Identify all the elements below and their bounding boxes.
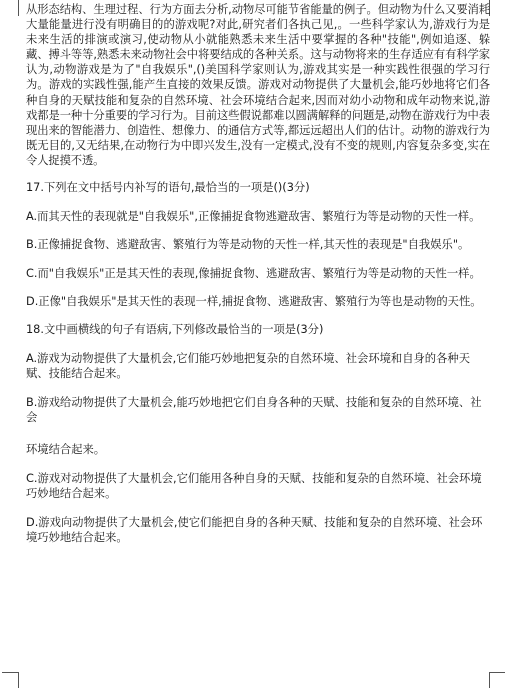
question-17-option-c: C.而"自我娱乐"正是其天性的表现,像捕捉食物、逃避敌害、繁殖行为等是动物的天性一样。 bbox=[26, 266, 481, 280]
crop-mark bbox=[2, 672, 18, 673]
question-18 bbox=[26, 322, 490, 546]
exam-page bbox=[26, 2, 490, 546]
question-17 bbox=[26, 180, 490, 310]
question-17-option-b: B.正像捕捉食物、逃避敌害、繁殖行为等是动物的天性一样,其天性的表现是"自我娱乐"。 bbox=[26, 238, 470, 252]
question-18-option-b: B.游戏给动物提供了大量机会,能巧妙地把它们自身各种的天赋、技能和复杂的自然环境、社会 bbox=[26, 395, 482, 425]
reading-passage: 从形态结构、生理过程、行为方面去分析,动物尽可能节省能量的例子。但动物为什么又要消耗大量能量进行没有明确目的的游戏呢?对此,研究者们各执己见,。一些科学家认为,游戏行为是未来生活的排演或演习,使动物从小就能熟悉未来生活中要掌握的各种"技能",例如追逐、躲藏、搏斗等等,熟悉未来动物社会中将要结成的各种关系。这与动物将来的生存适应有有科学家认为,动物游戏是为了"自我娱乐",()美国科学家则认为,游戏其实是一种实践性很强的学习行为。游戏的实践性强,能产生直接的效果反馈。游戏对动物提供了大量机会,能巧妙地将它们各种自身的天赋技能和复杂的自然环境、社会环境结合起来,因而对幼小动物和成年动物来说,游戏都是一种十分重要的学习行为。目前这些假说都难以圆满解释的问题是,动物在游戏行为中表现出来的智能潜力、创造性、想像力、的通信方式等,都远远超出人们的估计。动物的游戏行为既无目的,又无结果,在动物行为中即兴发生,没有一定模式,没有不变的规则,内容复杂多变,实在令人捉摸不透。 bbox=[26, 3, 490, 167]
crop-mark bbox=[18, 672, 19, 688]
crop-mark bbox=[489, 672, 490, 688]
question-18-option-d: D.游戏向动物提供了大量机会,使它们能把自身的各种天赋、技能和复杂的自然环境、社会环境巧妙地结合起来。 bbox=[26, 515, 483, 545]
question-17-option-d: D.正像"自我娱乐"是其天性的表现一样,捕捉食物、逃避敌害、繁殖行为等也是动物的天性。 bbox=[26, 295, 482, 309]
question-18-stem: 18.文中画横线的句子有语病,下列修改最恰当的一项是(3分) bbox=[26, 323, 324, 336]
crop-mark bbox=[489, 672, 505, 673]
question-18-option-b-continued: 环境结合起来。 bbox=[26, 442, 106, 456]
question-17-stem: 17.下列在文中括号内补写的语句,最恰当的一项是()(3分) bbox=[26, 181, 310, 195]
question-18-option-c: C.游戏对动物提供了大量机会,它们能用各种自身的天赋、技能和复杂的自然环境、社会环境巧妙地结合起来。 bbox=[26, 471, 482, 501]
question-18-option-a: A.游戏为动物提供了大量机会,它们能巧妙地把复杂的自然环境、社会环境和自身的各种天赋、技能结合起来。 bbox=[26, 351, 470, 381]
question-17-option-a: A.而其天性的表现就是"自我娱乐",正像捕捉食物逃避敌害、繁殖行为等是动物的天性一样。 bbox=[26, 209, 481, 223]
crop-mark bbox=[18, 0, 19, 16]
